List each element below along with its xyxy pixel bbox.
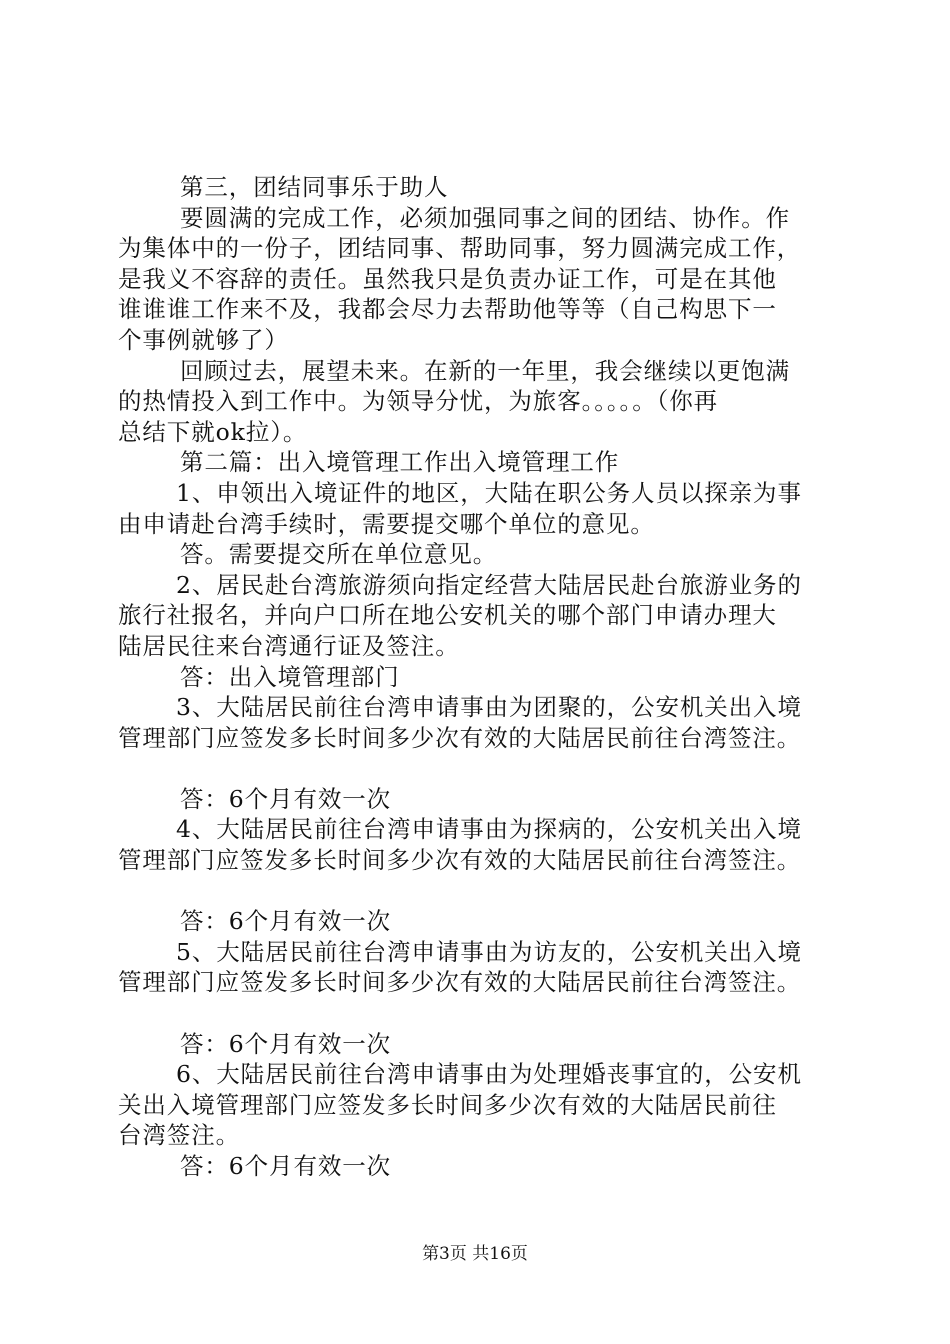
- blank-line: [118, 876, 838, 907]
- text-line: 答：出入境管理部门: [180, 662, 400, 691]
- text-line: 3、大陆居民前往台湾申请事由为团聚的，公安机关出入境: [176, 693, 802, 722]
- text-line: 台湾签注。: [118, 1121, 240, 1150]
- text-line: 的热情投入到工作中。为领导分忧，为旅客。。。。。（你再: [118, 387, 719, 416]
- text-line: 答：6个月有效一次: [180, 1152, 392, 1180]
- text-line: 答：6个月有效一次: [180, 784, 392, 813]
- text-line: 答。需要提交所在单位意见。: [180, 540, 498, 569]
- text-line: 个事例就够了）: [118, 325, 289, 354]
- text-line: 第三，团结同事乐于助人: [180, 173, 449, 201]
- text-line: 1、申领出入境证件的地区，大陆在职公务人员以探亲为事: [176, 478, 802, 507]
- text-line: 2、居民赴台湾旅游须向指定经营大陆居民赴台旅游业务的: [176, 570, 802, 599]
- text-line: 答：6个月有效一次: [180, 1029, 392, 1058]
- text-line: 6、大陆居民前往台湾申请事由为处理婚丧事宜的，公安机: [176, 1060, 802, 1089]
- text-line: 是我义不容辞的责任。虽然我只是负责办证工作，可是在其他: [118, 264, 777, 293]
- blank-line: [118, 753, 838, 784]
- text-line: 陆居民往来台湾通行证及签注。: [118, 631, 460, 660]
- text-line: 旅行社报名，并向户口所在地公安机关的哪个部门申请办理大: [118, 601, 777, 630]
- blank-line: [118, 998, 838, 1029]
- text-line: 回顾过去，展望未来。在新的一年里，我会继续以更饱满: [180, 356, 790, 385]
- text-line: 管理部门应签发多长时间多少次有效的大陆居民前往台湾签注。: [118, 723, 802, 752]
- text-line: 答：6个月有效一次: [180, 907, 392, 936]
- text-line: 4、大陆居民前往台湾申请事由为探病的，公安机关出入境: [176, 815, 802, 844]
- text-line: 为集体中的一份子，团结同事、帮助同事，努力圆满完成工作，: [118, 234, 802, 263]
- page-footer: 第3页 共16页: [422, 1244, 528, 1264]
- text-line: 第二篇：出入境管理工作出入境管理工作: [180, 448, 620, 477]
- text-line: 管理部门应签发多长时间多少次有效的大陆居民前往台湾签注。: [118, 846, 802, 875]
- text-line: 由申请赴台湾手续时，需要提交哪个单位的意见。: [118, 509, 655, 538]
- text-line: 管理部门应签发多长时间多少次有效的大陆居民前往台湾签注。: [118, 968, 802, 997]
- text-line: 5、大陆居民前往台湾申请事由为访友的，公安机关出入境: [176, 937, 802, 966]
- text-line: 要圆满的完成工作，必须加强同事之间的团结、协作。作: [180, 203, 790, 232]
- text-line: 关出入境管理部门应签发多长时间多少次有效的大陆居民前往: [118, 1090, 777, 1119]
- text-line: 总结下就ok拉）。: [118, 417, 308, 446]
- text-line: 谁谁谁工作来不及，我都会尽力去帮助他等等（自己构思下一: [118, 295, 777, 324]
- document-body: [118, 172, 838, 1182]
